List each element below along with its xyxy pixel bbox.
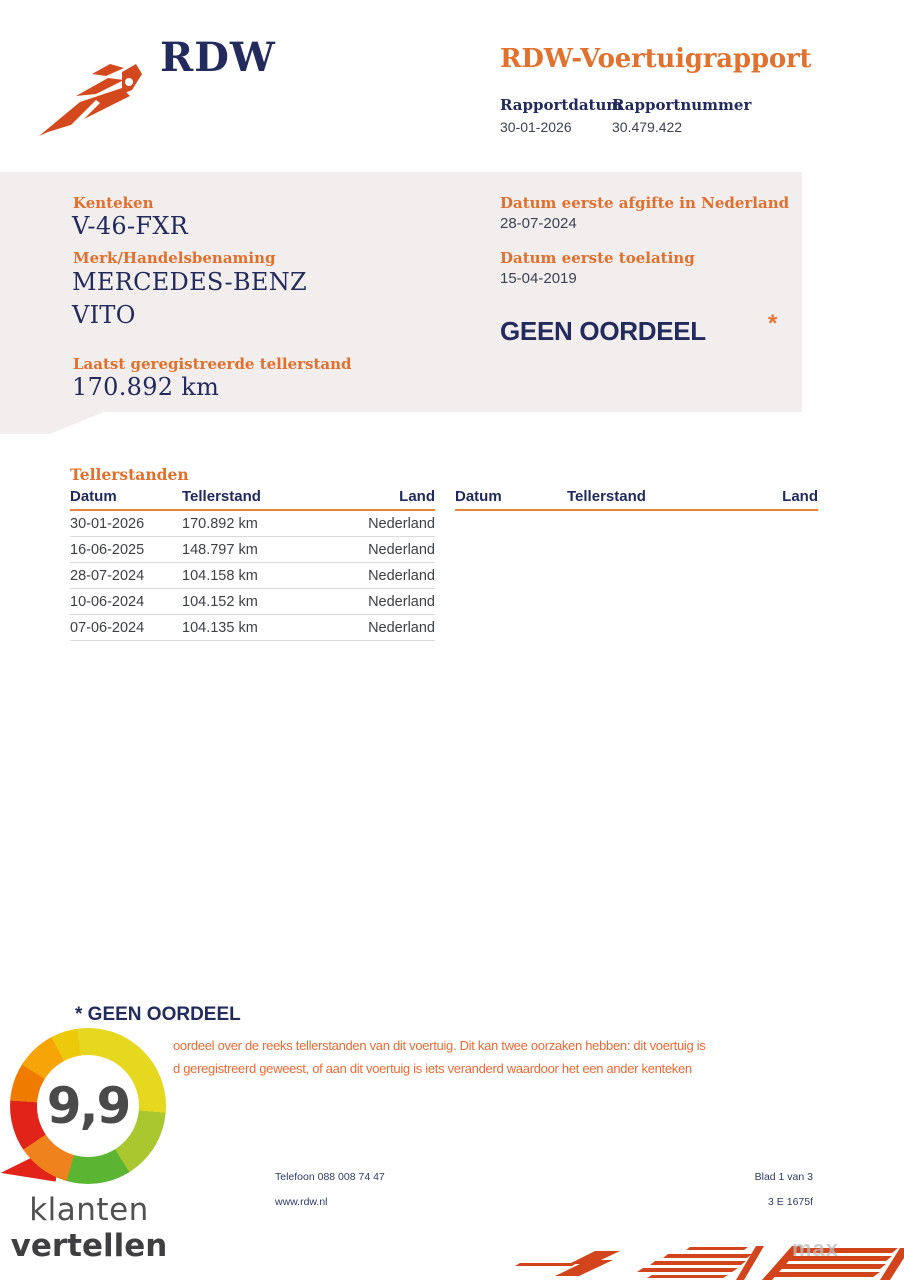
col-header-datum: Datum [455, 488, 502, 505]
table-row [70, 537, 435, 563]
table-row [70, 563, 435, 589]
merk-value: MERCEDES-BENZ [72, 268, 307, 296]
badge-score: 9,9 [46, 1077, 130, 1135]
badge-brand-line1: klanten [29, 1192, 149, 1228]
table-header-row [455, 488, 818, 511]
cell-land: Nederland [368, 542, 435, 558]
table-row [70, 615, 435, 641]
cell-tellerstand: 170.892 km [182, 516, 258, 532]
stripes-graphic-icon [500, 1242, 904, 1280]
table-header-row [70, 488, 435, 511]
tellerstanden-table-left [70, 488, 435, 641]
table-row [70, 511, 435, 537]
rdw-wordmark: RDW [160, 34, 276, 81]
col-header-land: Land [782, 488, 818, 505]
col-header-datum: Datum [70, 488, 117, 505]
oordeel-asterisk: * [768, 310, 778, 337]
cell-land: Nederland [368, 516, 435, 532]
footer-page-number: Blad 1 van 3 [754, 1171, 813, 1183]
table-body [70, 511, 435, 641]
kenteken-value: V-46-FXR [72, 212, 189, 240]
report-date-value: 30-01-2026 [500, 119, 572, 135]
toelating-value: 15-04-2019 [500, 270, 577, 287]
cell-tellerstand: 104.135 km [182, 620, 258, 636]
cell-datum: 10-06-2024 [70, 594, 145, 610]
badge-brand-line2: vertellen [10, 1228, 168, 1264]
rdw-feather-logo-icon [36, 48, 146, 140]
footer-website: www.rdw.nl [275, 1196, 328, 1208]
watermark-text: max [792, 1236, 840, 1261]
page-title: RDW-Voertuigrapport [500, 44, 812, 74]
footer-form-code: 3 E 1675f [768, 1196, 813, 1208]
tellerstand-label: Laatst geregistreerde tellerstand [73, 355, 352, 373]
klantenvertellen-badge [0, 1020, 185, 1280]
note-title: * GEEN OORDEEL [75, 1004, 241, 1025]
cell-tellerstand: 104.158 km [182, 568, 258, 584]
badge-score-circle [37, 1055, 139, 1157]
footer-phone: Telefoon 088 008 74 47 [275, 1171, 385, 1183]
tellerstanden-table-right [455, 488, 818, 511]
table-row [70, 589, 435, 615]
merk-label: Merk/Handelsbenaming [73, 249, 276, 267]
note-line-2: d geregistreerd geweest, of aan dit voertuig is iets veranderd waardoor het een ander kenteken [173, 1061, 692, 1076]
cell-datum: 07-06-2024 [70, 620, 145, 636]
summary-box-tail [0, 412, 104, 434]
report-number-value: 30.479.422 [612, 119, 683, 135]
cell-tellerstand: 104.152 km [182, 594, 258, 610]
cell-datum: 16-06-2025 [70, 542, 145, 558]
col-header-land: Land [399, 488, 435, 505]
tellerstanden-section-title: Tellerstanden [70, 465, 189, 484]
cell-land: Nederland [368, 594, 435, 610]
col-header-tellerstand: Tellerstand [567, 488, 646, 505]
afgifte-label: Datum eerste afgifte in Nederland [500, 194, 790, 212]
cell-land: Nederland [368, 620, 435, 636]
report-number-label: Rapportnummer [612, 96, 752, 114]
tellerstand-value: 170.892 km [72, 373, 220, 401]
cell-land: Nederland [368, 568, 435, 584]
report-date-label: Rapportdatum [500, 96, 623, 114]
cell-datum: 28-07-2024 [70, 568, 145, 584]
afgifte-value: 28-07-2024 [500, 215, 577, 232]
col-header-tellerstand: Tellerstand [182, 488, 261, 505]
toelating-label: Datum eerste toelating [500, 249, 695, 267]
model-value: VITO [72, 301, 136, 329]
note-line-1: oordeel over de reeks tellerstanden van dit voertuig. Dit kan twee oorzaken hebben: dit voertuig is [173, 1038, 706, 1053]
cell-datum: 30-01-2026 [70, 516, 145, 532]
kenteken-label: Kenteken [73, 194, 154, 212]
oordeel-verdict: GEEN OORDEEL [500, 316, 706, 346]
cell-tellerstand: 148.797 km [182, 542, 258, 558]
